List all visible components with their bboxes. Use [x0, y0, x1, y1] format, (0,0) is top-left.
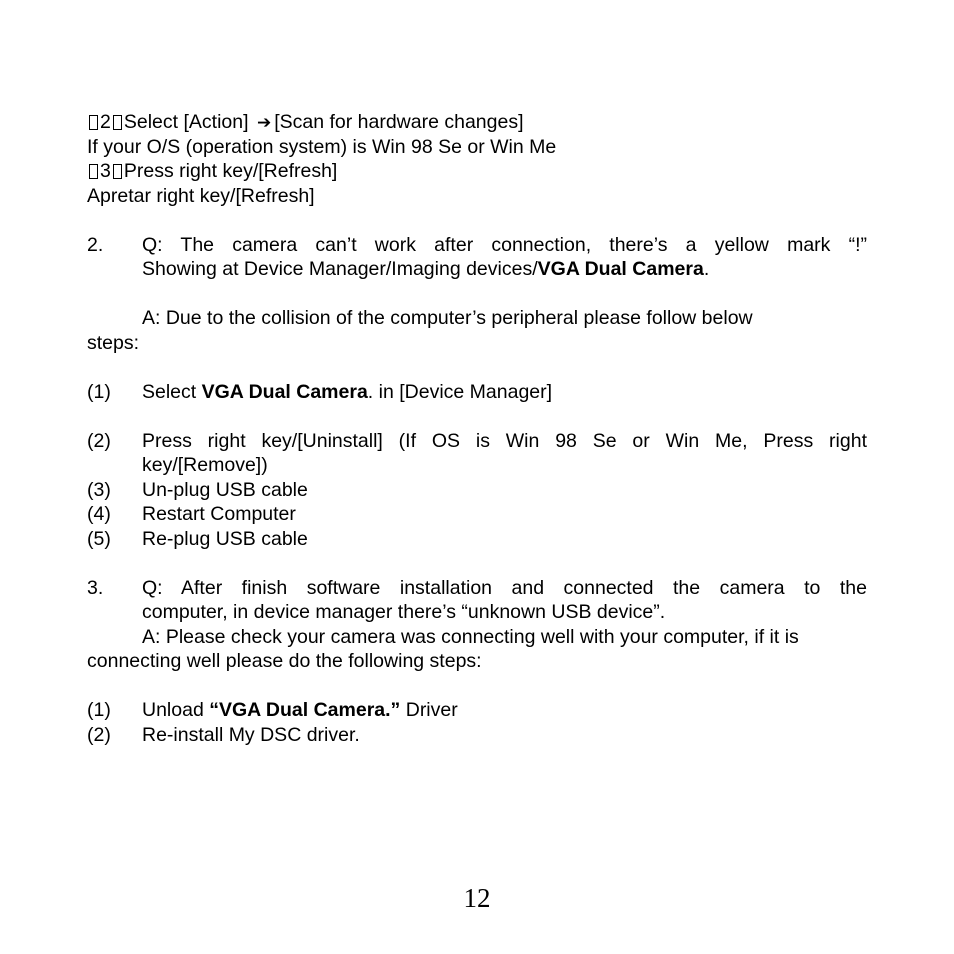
- question-number: 3.: [87, 576, 104, 599]
- q2-step-4: [87, 502, 867, 527]
- question-number: 2.: [87, 233, 104, 256]
- q2-step-5: [87, 527, 867, 552]
- step-number: (1): [87, 699, 111, 721]
- step-number: (2): [87, 723, 111, 746]
- step-number: 3: [100, 160, 111, 182]
- step-text: Re-install My DSC driver.: [142, 723, 360, 746]
- q3-step-2: [87, 723, 867, 748]
- answer-2-line-1: A: Due to the collision of the computer’s peripheral please follow below: [142, 307, 753, 329]
- step-number: (2): [87, 429, 111, 452]
- step-text: Un-plug USB cable: [142, 478, 308, 501]
- step-number: (5): [87, 527, 111, 550]
- device-name: VGA Dual Camera: [201, 380, 368, 403]
- question-3: [87, 576, 867, 625]
- step-text-line-1: Press right key/[Uninstall] (If OS is Win 98 Se or Win Me, Press right: [142, 429, 867, 452]
- step-3-line: [87, 159, 867, 184]
- question-text-line-1: Q: The camera can’t work after connection, there’s a yellow mark “!”: [142, 233, 867, 256]
- manual-content: [87, 110, 867, 747]
- step-number: (1): [87, 380, 111, 403]
- bracket-glyph: [113, 115, 122, 130]
- device-name: VGA Dual Camera: [537, 258, 704, 280]
- arrow-right-icon: ➔: [256, 113, 272, 133]
- apretar-line: Apretar right key/[Refresh]: [87, 184, 315, 207]
- step-number: (3): [87, 478, 111, 501]
- os-note: If your O/S (operation system) is Win 98 Se or Win Me: [87, 135, 557, 158]
- step-number: (4): [87, 503, 111, 525]
- page-number: 12: [463, 883, 491, 913]
- question-text-line-2: computer, in device manager there’s “unknown USB device”.: [142, 601, 666, 623]
- q3-step-1: (1) Unload “VGA Dual Camera.” Driver: [87, 699, 458, 721]
- question-text-line-1: Q: After finish software installation and connected the camera to the: [142, 576, 867, 599]
- bracket-glyph: [89, 115, 98, 130]
- step-text: Select [Action]: [123, 111, 249, 133]
- answer-2-line-2: steps:: [87, 331, 140, 354]
- question-2: [87, 233, 867, 282]
- step-text: Re-plug USB cable: [142, 527, 308, 550]
- question-text-line-2: Showing at Device Manager/Imaging devices/VGA Dual Camera.: [142, 258, 710, 280]
- step-text: Restart Computer: [142, 503, 296, 525]
- answer-3-line-1: A: Please check your camera was connecting well with your computer, if it is: [142, 625, 799, 648]
- step-number: 2: [100, 111, 111, 133]
- step-2-line: [87, 110, 867, 135]
- answer-3-line-2: connecting well please do the following steps:: [87, 650, 482, 672]
- q2-step-1: (1) Select VGA Dual Camera. in [Device Manager]: [87, 380, 553, 403]
- device-name: “VGA Dual Camera.”: [209, 699, 401, 721]
- q2-step-3: [87, 478, 867, 503]
- step-text: Press right key/[Refresh]: [123, 160, 338, 182]
- bracket-glyph: [89, 164, 98, 179]
- step-text-line-2: key/[Remove]): [142, 454, 268, 476]
- bracket-glyph: [113, 164, 122, 179]
- q2-step-2: [87, 429, 867, 478]
- step-target: [Scan for hardware changes]: [274, 111, 524, 133]
